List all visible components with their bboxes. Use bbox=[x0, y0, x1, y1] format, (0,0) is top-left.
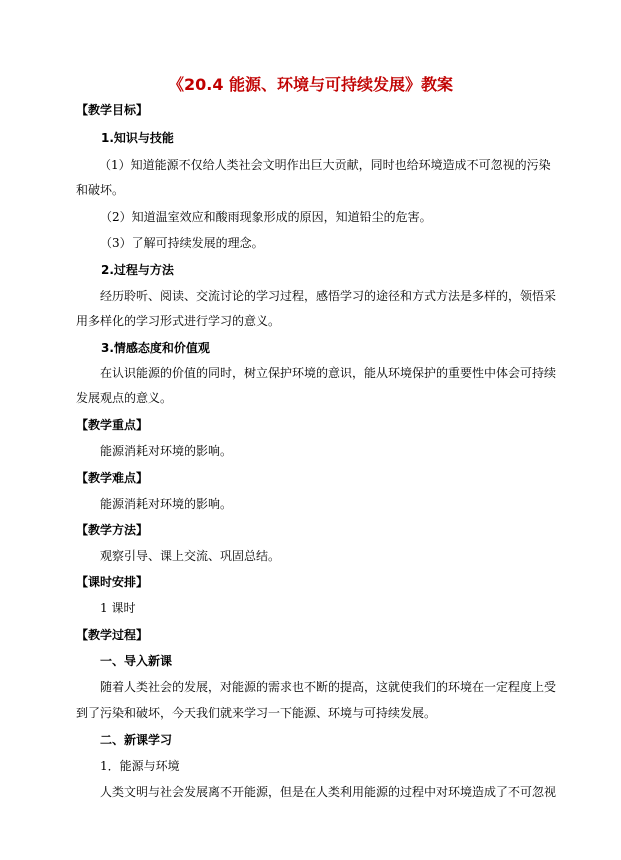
paragraph-line: 到了污染和破坏，今天我们就来学习一下能源、环境与可持续发展。 bbox=[76, 706, 437, 720]
paragraph-line: （1）知道能源不仅给人类社会文明作出巨大贡献，同时也给环境造成不可忽视的污染 bbox=[99, 158, 551, 172]
subheading-attitude: 3.情感态度和价值观 bbox=[101, 341, 210, 355]
section-heading-difficulties: 【教学难点】 bbox=[76, 471, 149, 485]
paragraph-line: 在认识能源的价值的同时，树立保护环境的意识，能从环境保护的重要性中体会可持续 bbox=[100, 366, 557, 380]
subheading-energy-environment: 1．能源与环境 bbox=[100, 759, 180, 773]
paragraph-line: 发展观点的意义。 bbox=[76, 391, 173, 405]
paragraph-line: 和破坏。 bbox=[76, 183, 125, 197]
paragraph-line: 人类文明与社会发展离不开能源，但是在人类利用能源的过程中对环境造成了不可忽视 bbox=[100, 785, 557, 799]
subheading-knowledge: 1.知识与技能 bbox=[101, 131, 174, 145]
document-title: 《20.4 能源、环境与可持续发展》教案 bbox=[167, 75, 454, 94]
paragraph-line: 观察引导、课上交流、巩固总结。 bbox=[100, 549, 281, 563]
section-heading-key-points: 【教学重点】 bbox=[76, 418, 149, 432]
subheading-new-lesson: 二、新课学习 bbox=[100, 733, 173, 747]
paragraph-line: 能源消耗对环境的影响。 bbox=[100, 444, 233, 458]
paragraph-line: 随着人类社会的发展，对能源的需求也不断的提高，这就使我们的环境在一定程度上受 bbox=[100, 680, 557, 694]
section-heading-process: 【教学过程】 bbox=[76, 628, 149, 642]
section-heading-methods: 【教学方法】 bbox=[76, 523, 149, 537]
paragraph-line: 经历聆听、阅读、交流讨论的学习过程，感悟学习的途径和方式方法是多样的，领悟采 bbox=[100, 289, 557, 303]
paragraph-line: （3）了解可持续发展的理念。 bbox=[100, 236, 264, 250]
section-heading-objectives: 【教学目标】 bbox=[76, 103, 149, 117]
paragraph-line: 能源消耗对环境的影响。 bbox=[100, 497, 233, 511]
subheading-process: 2.过程与方法 bbox=[101, 263, 174, 277]
subheading-intro: 一、导入新课 bbox=[100, 654, 173, 668]
paragraph-line: 1 课时 bbox=[100, 601, 136, 615]
paragraph-line: （2）知道温室效应和酸雨现象形成的原因，知道铅尘的危害。 bbox=[100, 210, 432, 224]
paragraph-line: 用多样化的学习形式进行学习的意义。 bbox=[76, 314, 281, 328]
section-heading-schedule: 【课时安排】 bbox=[76, 575, 149, 589]
